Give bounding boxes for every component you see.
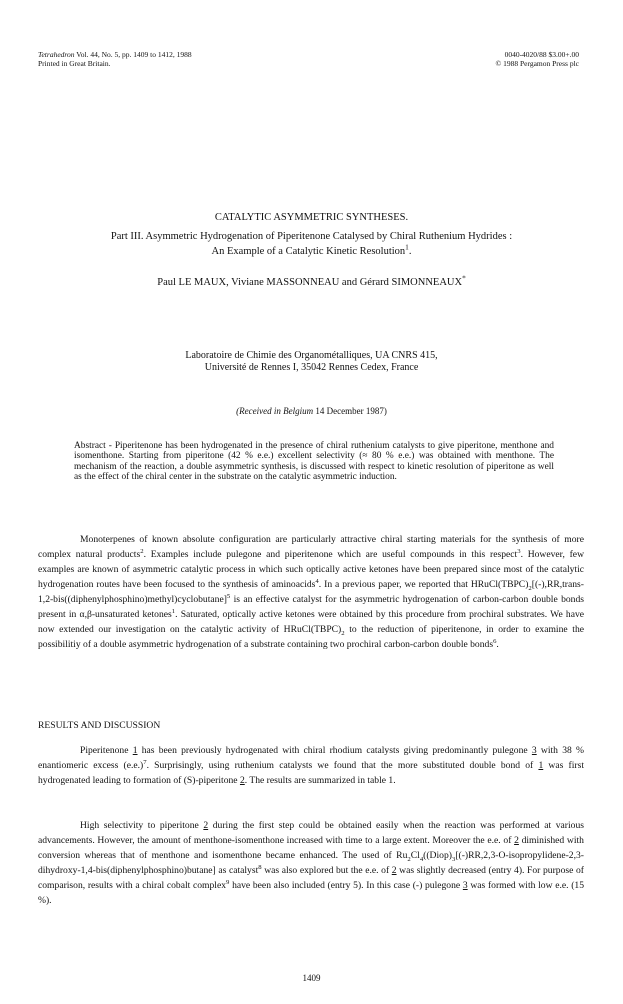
p1-text-b: . Examples include pulegone and piperitenone which are useful compounds in this respect xyxy=(143,549,518,560)
journal-volume-info: Vol. 44, No. 5, pp. 1409 to 1412, 1988 xyxy=(74,50,192,59)
p1-text-c: . However, few examples are known of asymmetric catalytic process in which such optically active ketones have been prepared since most of the catalytic hydrogenation routes have been focused to the synthesis of aminoacids xyxy=(38,549,584,590)
results-paragraph-1 xyxy=(38,743,584,788)
issn-price: 0040-4020/88 $3.00+.00 xyxy=(504,50,579,59)
compound-1: 1 xyxy=(538,760,544,771)
p3-text-c: diminished with conversion whereas that of menthone and isomenthone became enhanced. The used of Ru xyxy=(38,835,584,861)
p2-text-f: . The results are summarized in table 1. xyxy=(244,775,396,786)
p3-text-e: was also explored but the e.e. of xyxy=(261,865,392,876)
p1-sub-2: 2 xyxy=(341,629,345,637)
copyright-line: © 1988 Pergamon Press plc xyxy=(495,59,579,68)
p3-text-diop: ((Diop) xyxy=(423,850,452,861)
compound-2: 2 xyxy=(203,820,209,831)
compound-3: 3 xyxy=(462,880,468,891)
p3-sub-2: 4 xyxy=(419,855,424,863)
p1-text-g: . Saturated, optically active ketones were obtained by this procedure from prochiral substrates. We have now extended our investigation on the catalytic activity of HRuCl(TBPC) xyxy=(38,609,585,635)
p1-text-h: to the reduction of piperitenone, in order to examine the possibilitiy of a double asymmetric hydrogenation of a substrate containing two prochiral carbon-carbon double bonds xyxy=(38,624,584,650)
p2-text-c: with 38 % enantiomeric excess (e.e.) xyxy=(38,745,584,771)
page-number: 1409 xyxy=(302,973,321,983)
p1-text-a: Monoterpenes of known absolute configuration are particularly attractive chiral starting materials for the synthesis of more complex natural products xyxy=(38,534,584,560)
title-line-3 xyxy=(0,242,623,257)
compound-2: 2 xyxy=(239,775,245,786)
authors xyxy=(0,273,623,288)
p3-text-cl: Cl xyxy=(410,850,420,861)
ref-9: 9 xyxy=(226,878,230,886)
p3-sub-1: 2 xyxy=(407,855,411,863)
abstract: Abstract - Piperitenone has been hydrogenated in the presence of chiral ruthenium catalysts to give piperitone, menthone and isomenthone. Starting from piperitone (42 % e.e.) excellent selectivity (≈ 80 % e.e.) was obtained with menthone. The mechanism of the reaction, a double asymmetric synthesis, is discussed with respect to kinetic resolution of piperitone as well as the effect of the chiral center in the substrate on the catalytic asymmetric induction. xyxy=(74,441,554,483)
p3-text-d: [(-)RR,2,3-O-isopropylidene-2,3-dihydroxy-1,4-bis(diphenylphosphino)butane] as catalyst xyxy=(38,850,584,876)
affiliation-line-1: Laboratoire de Chimie des Organométalliques, UA CNRS 415, xyxy=(185,350,438,361)
ref-2: 2 xyxy=(140,547,144,555)
p1-text-e: [(-),RR,trans-1,2-bis((diphenylphosphino)methyl)cyclobutane] xyxy=(38,579,584,605)
p1-text-i: . xyxy=(496,639,499,650)
received-year: 1987) xyxy=(363,406,387,416)
p2-text-d: . Surprisingly, using ruthenium catalysts we found that the more substituted double bond of xyxy=(146,760,539,771)
p3-text-g: have been also included (entry 5). In this case (-) pulegone xyxy=(229,880,463,891)
p1-sub-1: 2 xyxy=(528,584,532,592)
p3-text-f: was slightly decreased (entry 4). For purpose of comparison, results with a chiral cobalt complex xyxy=(38,865,584,891)
intro-paragraph xyxy=(38,532,584,652)
received-prefix: (Received in Belgium xyxy=(236,406,314,416)
section-heading: RESULTS AND DISCUSSION xyxy=(38,720,161,731)
p2-text-b: has been previously hydrogenated with chiral rhodium catalysts giving predominantly pulegone xyxy=(137,745,532,756)
corresponding-author-mark: * xyxy=(462,273,466,283)
p2-text-a: Piperitenone xyxy=(80,745,133,756)
author-names: Paul LE MAUX, Viviane MASSONNEAU and Gérard SIMONNEAUX xyxy=(157,277,463,288)
title-line-2: Part III. Asymmetric Hydrogenation of Piperitenone Catalysed by Chiral Ruthenium Hydrides : xyxy=(110,231,513,242)
ref-1: 1 xyxy=(171,607,176,615)
title-footnote-ref: 1 xyxy=(405,242,409,252)
p3-text-b: during the first step could be obtained easily when the reaction was performed at various advancements. However, the amount of menthone-isomenthone increased with time to a large extent. Moreover the e.e. of xyxy=(38,820,584,846)
journal-name: Tetrahedron xyxy=(38,50,75,59)
received-day: 14 December xyxy=(313,406,364,416)
compound-3: 3 xyxy=(531,745,537,756)
ref-8: 8 xyxy=(258,863,262,871)
title-line-3-end: . xyxy=(408,246,412,257)
ref-7: 7 xyxy=(143,758,147,766)
p1-text-f: is an effective catalyst for the asymmetric hydrogenation of carbon-carbon double bonds present in α,β-unsaturated ketones xyxy=(38,594,584,620)
compound-1: 1 xyxy=(132,745,138,756)
ref-4: 4 xyxy=(315,577,319,585)
title-line-1: CATALYTIC ASYMMETRIC SYNTHESES. xyxy=(214,212,409,223)
ref-5: 5 xyxy=(226,592,231,600)
journal-header-left xyxy=(38,50,192,68)
compound-2: 2 xyxy=(514,835,519,846)
received-date xyxy=(0,406,623,416)
affiliation-line-2: Université de Rennes I, 35042 Rennes Cedex, France xyxy=(204,362,419,373)
printed-in: Printed in Great Britain. xyxy=(38,59,111,68)
journal-citation xyxy=(38,50,192,59)
p3-text-a: High selectivity to piperitone xyxy=(80,820,204,831)
p1-text-d: . In a previous paper, we reported that HRuCl(TBPC) xyxy=(318,579,529,590)
p2-text-e: was first hydrogenated leading to formation of (S)-piperitone xyxy=(38,760,584,786)
results-paragraph-2 xyxy=(38,818,584,908)
title-line-3-text: An Example of a Catalytic Kinetic Resolution xyxy=(211,246,406,257)
p3-text-h: was formed with low e.e. (15 %). xyxy=(38,880,584,906)
compound-2: 2 xyxy=(391,865,397,876)
ref-3: 3 xyxy=(517,547,521,555)
p3-sub-3: 3 xyxy=(451,855,456,863)
journal-header-right xyxy=(496,50,579,68)
ref-6: 6 xyxy=(493,637,497,645)
